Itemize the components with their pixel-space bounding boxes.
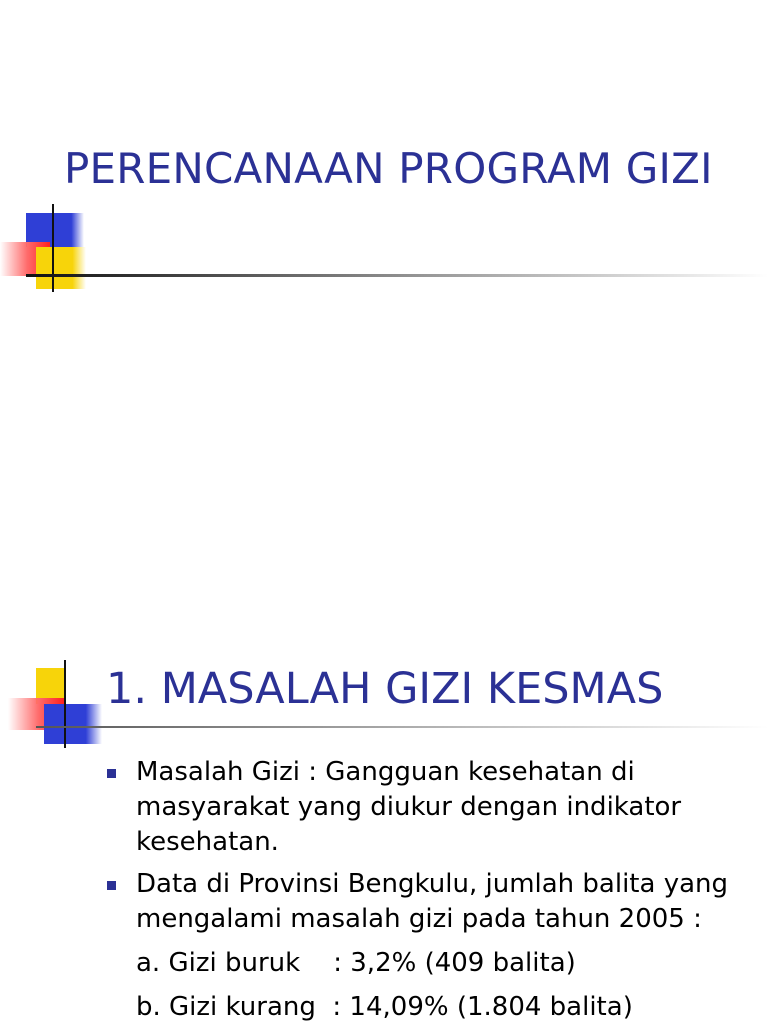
bullet-text: Data di Provinsi Bengkulu, jumlah balita yang mengalami masalah gizi pada tahun 2005 : bbox=[136, 869, 728, 934]
corner-squares-decoration bbox=[0, 200, 768, 295]
square-bullet-icon bbox=[107, 881, 116, 890]
blue-fade-decoration bbox=[66, 704, 102, 744]
blue-fade-decoration bbox=[56, 213, 84, 247]
slide-title: 1. MASALAH GIZI KESMAS bbox=[106, 664, 664, 714]
blue-square-decoration bbox=[44, 704, 66, 744]
slide-2 bbox=[0, 640, 768, 1024]
bullet-list bbox=[136, 755, 756, 1024]
list-item bbox=[136, 867, 756, 1024]
vertical-rule bbox=[64, 660, 66, 748]
slide-title: PERENCANAAN PROGRAM GIZI bbox=[64, 144, 713, 193]
title-underline bbox=[26, 274, 768, 277]
yellow-fade-decoration bbox=[56, 247, 86, 289]
sub-item-gizi-buruk: a. Gizi buruk : 3,2% (409 balita) bbox=[136, 948, 576, 978]
vertical-rule bbox=[52, 204, 54, 292]
sub-item-gizi-kurang: b. Gizi kurang : 14,09% (1.804 balita) bbox=[136, 992, 633, 1022]
square-bullet-icon bbox=[107, 769, 116, 778]
bullet-text: Masalah Gizi : Gangguan kesehatan di masyarakat yang diukur dengan indikator kesehatan. bbox=[136, 757, 682, 857]
list-item bbox=[136, 755, 756, 860]
title-underline bbox=[36, 726, 768, 728]
